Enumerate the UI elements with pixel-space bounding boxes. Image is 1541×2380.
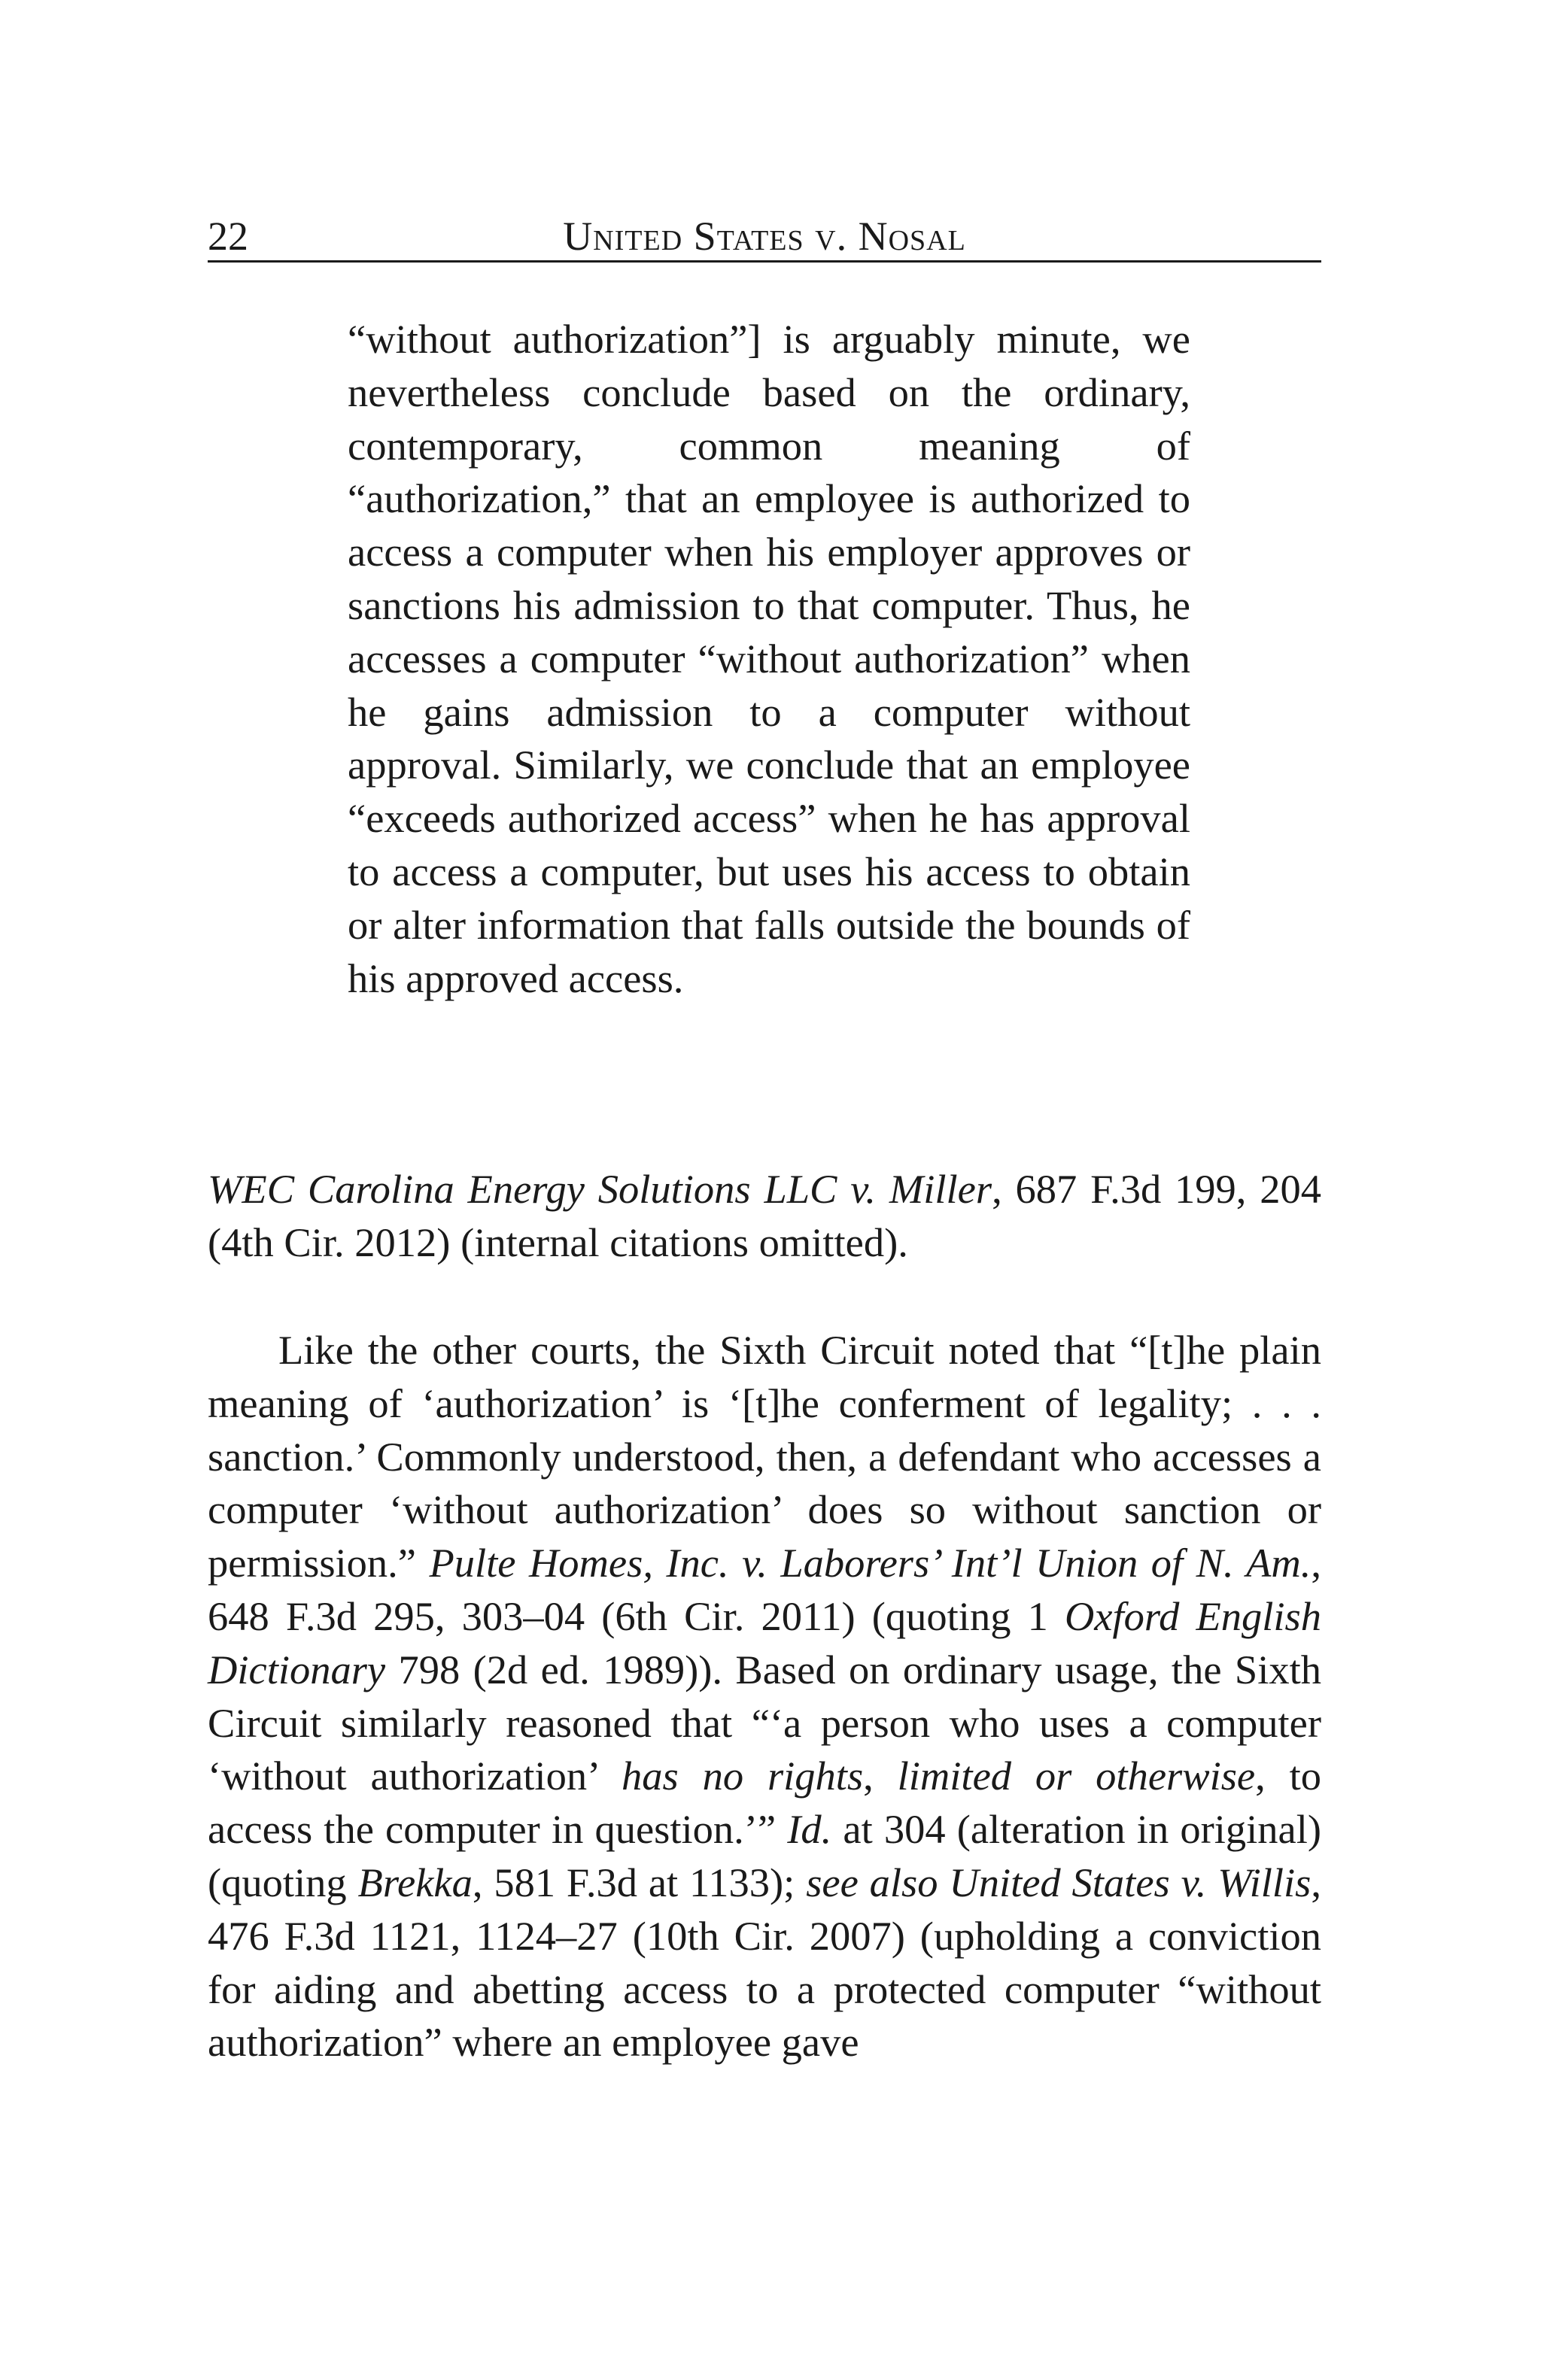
paragraph-text-5: , to access the computer in question.’” <box>208 1753 1321 1853</box>
paragraph-text-1: Like the other courts, the Sixth Circuit noted that “[t]he plain meaning of ‘authorization’ is ‘[t]he conferment of legality; . . . sanction.’ Commonly understood, then, a defendant who accesses a computer ‘without authorization’ does so without sanction or permission.” <box>208 1327 1321 1586</box>
citation-reporter: , 687 F.3d 199, 204 (4th Cir. 2012) (internal citations omitted). <box>208 1166 1321 1265</box>
body-paragraph <box>208 1324 1321 2069</box>
block-quote <box>348 313 1190 1005</box>
paragraph-text-4: , <box>863 1753 898 1799</box>
page-number: 22 <box>208 214 248 259</box>
running-title: United States v. Nosal <box>563 214 966 259</box>
paragraph-text-3: 798 (2d ed. 1989)). Based on ordinary usage, the Sixth Circuit similarly reasoned that “‘a person who uses a computer ‘without authorization’ <box>208 1646 1321 1799</box>
paragraph-text-7: , 581 F.3d at 1133); <box>472 1859 807 1905</box>
id-signal: Id. <box>787 1806 832 1853</box>
emphasis-no-rights: has no rights <box>622 1753 864 1799</box>
case-name-willis: see also United States v. Willis <box>806 1859 1312 1905</box>
paragraph-text-6: at 304 (alteration in original) (quoting <box>208 1806 1321 1905</box>
paragraph-text-2: , 648 F.3d 295, 303–04 (6th Cir. 2011) (quoting 1 <box>208 1540 1321 1639</box>
quote-citation <box>208 1163 1321 1270</box>
dictionary-title: Oxford English Dictionary <box>208 1592 1321 1692</box>
case-name-pulte: Pulte Homes, Inc. v. Laborers’ Int’l Union of N. Am. <box>429 1540 1312 1586</box>
page-header <box>208 212 1321 263</box>
block-quote-text: “without authorization”] is arguably minute, we nevertheless conclude based on the ordinary, contemporary, common meaning of “authorization,” that an employee is authorized to access a computer when his employer approves or sanctions his admission to that computer. Thus, he accesses a computer “without authorization” when he gains admission to a computer without approval. Similarly, we conclude that an employee “exceeds authorized access” when he has approval to access a computer, but uses his access to obtain or alter information that falls outside the bounds of his approved access. <box>348 316 1190 1001</box>
citation-case-name: WEC Carolina Energy Solutions LLC v. Miller <box>208 1166 992 1212</box>
emphasis-limited: limited or otherwise <box>897 1753 1256 1799</box>
paragraph-text-8: , 476 F.3d 1121, 1124–27 (10th Cir. 2007) (upholding a conviction for aiding and abetting access to a protected computer “without authorization” where an employee gave <box>208 1859 1321 2066</box>
case-name-brekka: Brekka <box>357 1859 473 1905</box>
